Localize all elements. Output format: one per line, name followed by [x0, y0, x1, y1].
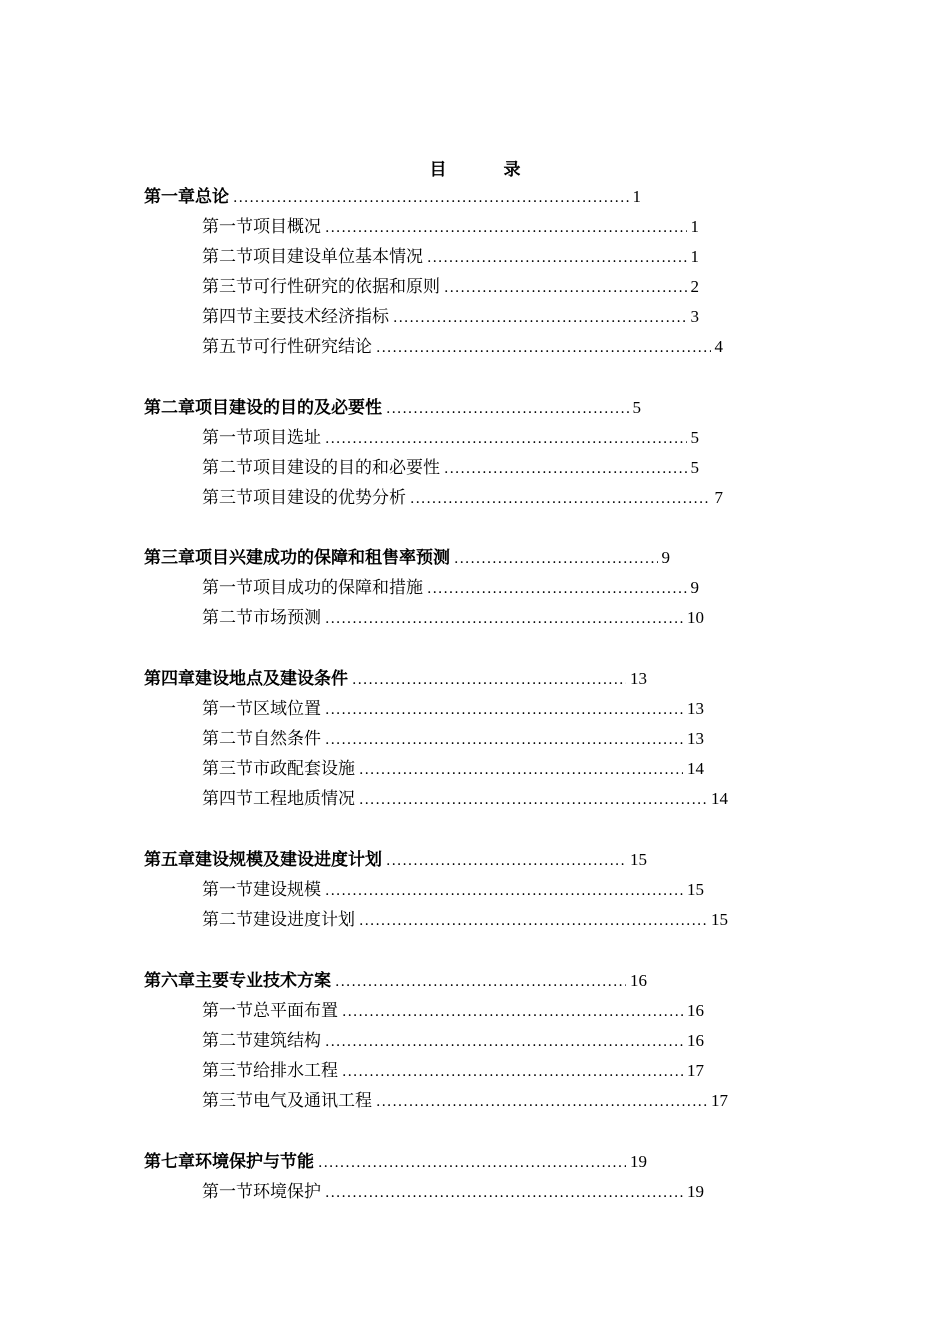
chapter-title: 建设地点及建设条件	[195, 669, 348, 689]
dot-leader	[410, 487, 711, 511]
toc-section-entry[interactable]	[202, 878, 704, 902]
section-number: 第二节	[202, 247, 253, 267]
chapter-title: 环境保护与节能	[195, 1152, 314, 1172]
chapter-title: 主要专业技术方案	[195, 971, 331, 991]
section-number: 第二节	[202, 458, 253, 478]
section-number: 第三节	[202, 759, 253, 779]
toc-section-entry[interactable]	[202, 606, 704, 630]
section-number: 第二节	[202, 729, 253, 749]
toc-section-entry[interactable]	[202, 335, 723, 359]
dot-leader	[359, 909, 707, 933]
page-number: 4	[714, 337, 723, 356]
section-number: 第一节	[202, 880, 253, 900]
section-title: 总平面布置	[253, 1001, 338, 1021]
dot-leader	[342, 1060, 683, 1084]
chapter-title: 项目建设的目的及必要性	[195, 398, 382, 418]
page-number: 16	[687, 1001, 704, 1020]
toc-section-entry[interactable]	[202, 908, 728, 932]
dot-leader	[318, 1151, 626, 1175]
page-number: 14	[711, 789, 728, 808]
toc-chapter-entry[interactable]	[144, 546, 670, 570]
dot-leader	[325, 427, 687, 451]
page-number: 1	[690, 247, 699, 266]
dot-leader	[444, 276, 687, 300]
toc-section-entry[interactable]	[202, 999, 704, 1023]
dot-leader	[359, 758, 683, 782]
page-number: 13	[687, 699, 704, 718]
dot-leader	[386, 397, 629, 421]
dot-leader	[325, 1181, 683, 1205]
page-number: 15	[711, 910, 728, 929]
section-title: 给排水工程	[253, 1061, 338, 1081]
page-number: 15	[687, 880, 704, 899]
page-number: 2	[690, 277, 699, 296]
section-number: 第一节	[202, 217, 253, 237]
section-number: 第四节	[202, 789, 253, 809]
section-number: 第三节	[202, 1091, 253, 1111]
toc-title: 目 录	[429, 160, 541, 180]
section-number: 第四节	[202, 307, 253, 327]
dot-leader	[325, 216, 687, 240]
section-title: 项目成功的保障和措施	[253, 578, 423, 598]
section-title: 工程地质情况	[253, 789, 355, 809]
toc-section-entry[interactable]	[202, 576, 699, 600]
toc-section-entry[interactable]	[202, 456, 699, 480]
section-title: 电气及通讯工程	[253, 1091, 372, 1111]
page-number: 3	[690, 307, 699, 326]
section-number: 第二节	[202, 910, 253, 930]
chapter-number: 第四章	[144, 669, 195, 689]
toc-section-entry[interactable]	[202, 787, 728, 811]
toc-chapter-entry[interactable]	[144, 185, 641, 209]
dot-leader	[444, 457, 687, 481]
toc-chapter-entry[interactable]	[144, 667, 647, 691]
page-number: 19	[687, 1182, 704, 1201]
page-number: 1	[632, 187, 641, 206]
toc-section-entry[interactable]	[202, 305, 699, 329]
section-title: 可行性研究的依据和原则	[253, 277, 440, 297]
chapter-title: 建设规模及建设进度计划	[195, 850, 382, 870]
section-title: 建设进度计划	[253, 910, 355, 930]
toc-section-entry[interactable]	[202, 1029, 704, 1053]
dot-leader	[325, 607, 683, 631]
dot-leader	[427, 577, 687, 601]
dot-leader	[386, 849, 626, 873]
page-number: 10	[687, 608, 704, 627]
section-title: 市政配套设施	[253, 759, 355, 779]
section-number: 第五节	[202, 337, 253, 357]
toc-chapter-entry[interactable]	[144, 1150, 647, 1174]
toc-section-entry[interactable]	[202, 245, 699, 269]
toc-section-entry[interactable]	[202, 727, 704, 751]
section-number: 第三节	[202, 1061, 253, 1081]
section-title: 建设规模	[253, 880, 321, 900]
section-number: 第一节	[202, 699, 253, 719]
toc-section-entry[interactable]	[202, 1180, 704, 1204]
dot-leader	[393, 306, 687, 330]
toc-section-entry[interactable]	[202, 275, 699, 299]
dot-leader	[325, 728, 683, 752]
section-number: 第二节	[202, 608, 253, 628]
page-number: 5	[690, 428, 699, 447]
page-number: 13	[687, 729, 704, 748]
chapter-number: 第二章	[144, 398, 195, 418]
chapter-title: 总论	[195, 187, 229, 207]
dot-leader	[427, 246, 687, 270]
page-number: 16	[630, 971, 647, 990]
page-number: 15	[630, 850, 647, 869]
page-number: 9	[690, 578, 699, 597]
toc-section-entry[interactable]	[202, 486, 723, 510]
section-number: 第一节	[202, 1001, 253, 1021]
chapter-number: 第三章	[144, 548, 195, 568]
chapter-number: 第五章	[144, 850, 195, 870]
page-number: 17	[687, 1061, 704, 1080]
section-title: 市场预测	[253, 608, 321, 628]
dot-leader	[335, 970, 626, 994]
dot-leader	[342, 1000, 683, 1024]
section-title: 主要技术经济指标	[253, 307, 389, 327]
section-title: 环境保护	[253, 1182, 321, 1202]
section-title: 项目选址	[253, 428, 321, 448]
page-number: 13	[630, 669, 647, 688]
toc-chapter-entry[interactable]	[144, 848, 647, 872]
page-number: 19	[630, 1152, 647, 1171]
toc-section-entry[interactable]	[202, 1059, 704, 1083]
dot-leader	[233, 186, 629, 210]
dot-leader	[325, 879, 683, 903]
section-title: 项目建设的优势分析	[253, 488, 406, 508]
page-number: 5	[632, 398, 641, 417]
toc-chapter-entry[interactable]	[144, 396, 641, 420]
section-number: 第二节	[202, 1031, 253, 1051]
page-number: 7	[714, 488, 723, 507]
section-title: 区域位置	[253, 699, 321, 719]
section-number: 第三节	[202, 277, 253, 297]
section-number: 第一节	[202, 428, 253, 448]
toc-section-entry[interactable]	[202, 215, 699, 239]
toc-section-entry[interactable]	[202, 757, 704, 781]
section-number: 第三节	[202, 488, 253, 508]
dot-leader	[325, 1030, 683, 1054]
section-number: 第一节	[202, 578, 253, 598]
dot-leader	[376, 1090, 707, 1114]
toc-section-entry[interactable]	[202, 697, 704, 721]
toc-chapter-entry[interactable]	[144, 969, 647, 993]
page-number: 5	[690, 458, 699, 477]
dot-leader	[325, 698, 683, 722]
section-title: 项目建设单位基本情况	[253, 247, 423, 267]
dot-leader	[359, 788, 707, 812]
page-number: 1	[690, 217, 699, 236]
section-title: 项目概况	[253, 217, 321, 237]
dot-leader	[376, 336, 711, 360]
page-number: 14	[687, 759, 704, 778]
dot-leader	[454, 547, 658, 571]
toc-section-entry[interactable]	[202, 1089, 728, 1113]
chapter-title: 项目兴建成功的保障和租售率预测	[195, 548, 450, 568]
page-number: 17	[711, 1091, 728, 1110]
toc-section-entry[interactable]	[202, 426, 699, 450]
section-number: 第一节	[202, 1182, 253, 1202]
page-number: 16	[687, 1031, 704, 1050]
section-title: 项目建设的目的和必要性	[253, 458, 440, 478]
section-title: 自然条件	[253, 729, 321, 749]
section-title: 可行性研究结论	[253, 337, 372, 357]
chapter-number: 第七章	[144, 1152, 195, 1172]
chapter-number: 第六章	[144, 971, 195, 991]
page-number: 9	[661, 548, 670, 567]
section-title: 建筑结构	[253, 1031, 321, 1051]
dot-leader	[352, 668, 626, 692]
chapter-number: 第一章	[144, 187, 195, 207]
